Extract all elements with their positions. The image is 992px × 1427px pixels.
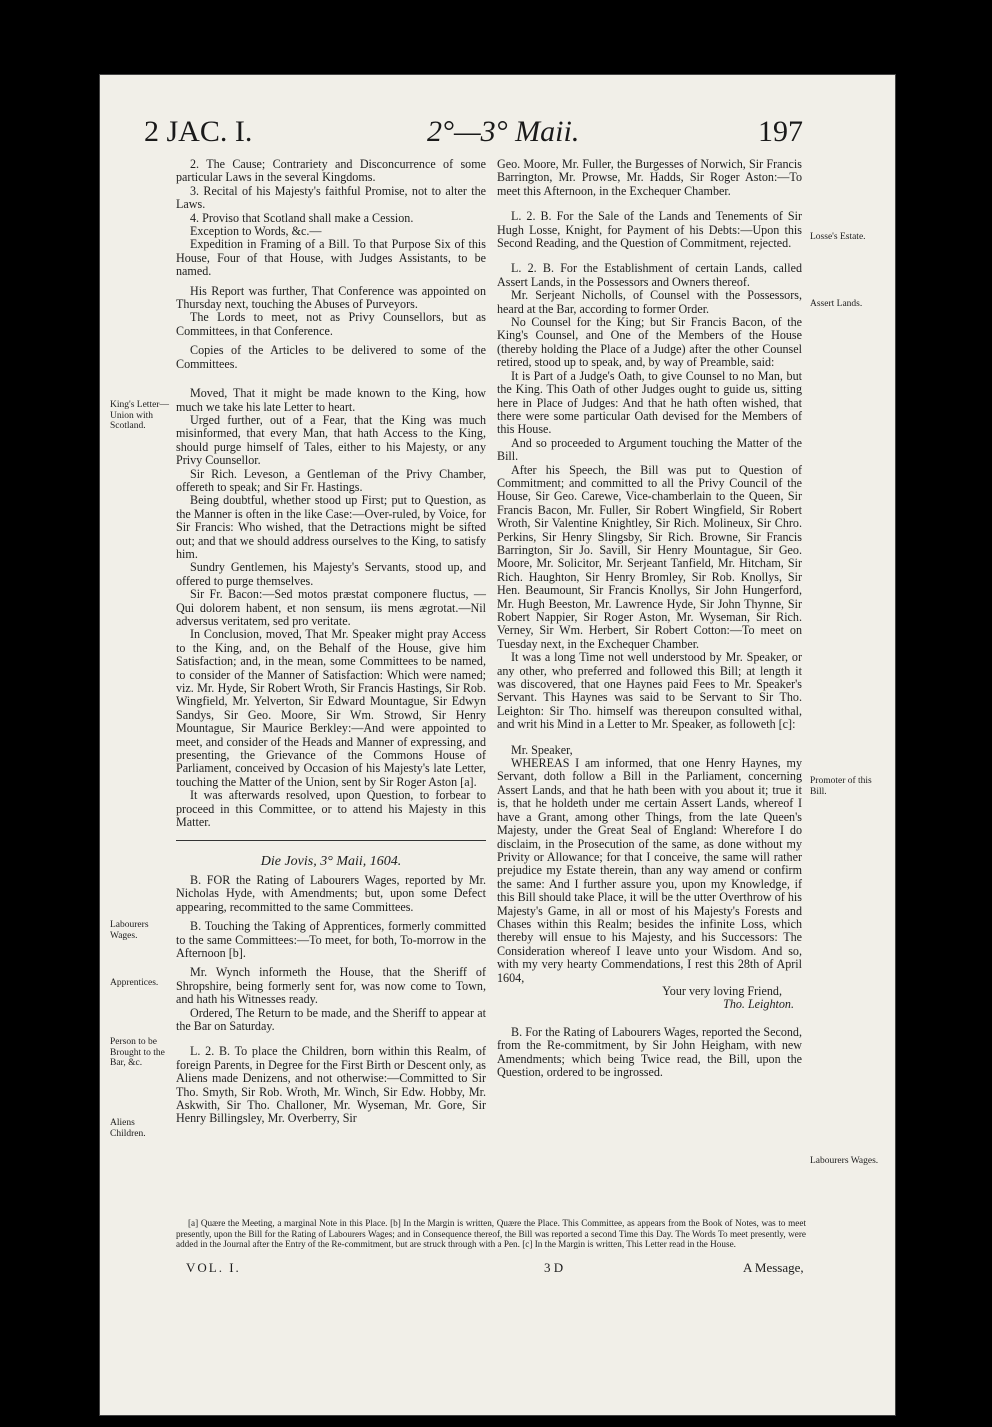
section-divider — [176, 840, 486, 841]
margin-note-aliens-children: Aliens Children. — [110, 1118, 146, 1139]
margin-note-labourers-wages-2: Labourers Wages. — [810, 1156, 879, 1166]
header-regnal-year: 2 JAC. I. — [144, 115, 253, 148]
catchword: A Message, — [743, 1260, 804, 1275]
footnote: [a] Quære the Meeting, a marginal Note in this Place. [b] In the Margin is written, Quære the Place. This Committee, as appears from the Book of Notes, was to meet presently, upon the Bill for the Rating of Labourers Wages; and in Consequence thereof, the Bill was reported a second Time this Day. The Words To meet presently, were added in the Journal after the Entry of the Re-commitment, but are struck through with a Pen. [c] In the Margin is written, This Letter read in the House. — [176, 1218, 806, 1249]
margin-note-assert-lands: Assert Lands. — [810, 299, 863, 309]
paragraph: Sir Rich. Leveson, a Gentleman of the Privy Chamber, offereth to speak; and Sir Fr. Hastings. — [176, 466, 486, 494]
day-heading: Die Jovis, 3° Maii, 1604. — [260, 853, 402, 869]
page-number: 197 — [758, 115, 803, 148]
paragraph: B. FOR the Rating of Labourers Wages, reported by Mr. Nicholas Hyde, with Amendments; but, upon some Defect appearing, recommitted to the same Committees. — [176, 872, 486, 914]
paragraph: Copies of the Articles to be delivered to some of the Committees. — [176, 343, 486, 371]
letter-closing: Your very loving Friend, — [662, 983, 782, 998]
left-column — [176, 158, 486, 1126]
paragraph: L. 2. B. To place the Children, born within this Realm, of foreign Parents, in Degree for the First Birth or Descent only, as Aliens made Denizens, and not otherwise:—Committed to Sir Tho. Smyth, Sir Rob. Wroth, Mr. Winch, Sir Edw. Hobby, Mr. Askwith, Sir Tho. Challoner, Mr. Wyseman, Mr. Gore, Sir Henry Billingsley, Mr. Overberry, Sir — [176, 1044, 486, 1126]
paragraph: 4. Proviso that Scotland shall make a Cession. — [190, 210, 414, 225]
signature-mark: 3 D — [544, 1260, 564, 1275]
paragraph: Ordered, The Return to be made, and the Sheriff to appear at the Bar on Saturday. — [176, 1005, 486, 1033]
paragraph: It was a long Time not well understood by Mr. Speaker, or any other, who preferred and followed this Bill; at length it was discovered, that one Haynes paid Fees to Mr. Speaker's Servant. This Haynes was said to be Servant to Sir Tho. Leighton: Sir Tho. himself was thereupon consulted withal, and writ his Mind in a Letter to Mr. Speaker, as followeth [c]: — [497, 650, 802, 732]
paragraph: 2. The Cause; Contrariety and Disconcurrence of some particular Laws in the several Kingdoms. — [176, 157, 486, 185]
margin-note-apprentices: Apprentices. — [110, 978, 159, 988]
volume-mark: VOL. I. — [186, 1260, 241, 1275]
paragraph: B. For the Rating of Labourers Wages, reported the Second, from the Re-commitment, by Sir John Heigham, with new Amendments; which being Twice read, the Bill, upon the Question, ordered to be ingrossed. — [497, 1024, 802, 1079]
letter-body: WHEREAS I am informed, that one Henry Haynes, my Servant, doth follow a Bill in the Parliament, concerning Assert Lands, and that he hath been with you about it; true it is, that he holdeth under me certain Assert Lands, whereof I have a Grant, among other Things, from the late Queen's Majesty, under the Great Seal of England: Wherefore I do disclaim, in the Prosecution of the same, as done without my Privity or Allowance; for that I conceive, the same will rather prejudice my Estate therein, than any way amend or confirm the same: And I further assure you, upon my Knowledge, if this Bill should take Place, it will be the utter Overthrow of his Majesty's Game, in all or most of his Majesty's Forests and Chases within this Realm; besides the infinite Loss, which thereby will ensue to his Majesty, and his Successors: The Consideration whereof I leave unto your Wisdom. And so, with my very hearty Commendations, I rest this 28th of April 1604, — [497, 756, 802, 985]
paragraph: L. 2. B. For the Establishment of certain Lands, called Assert Lands, in the Possessors and Owners thereof. — [497, 261, 802, 289]
footnotes — [176, 1218, 806, 1250]
paragraph: And so proceeded to Argument touching the Matter of the Bill. — [497, 435, 802, 464]
paragraph: B. Touching the Taking of Apprentices, formerly committed to the same Committees:—To meet, for both, To-morrow in the Afternoon [b]. — [176, 919, 486, 960]
paragraph: Geo. Moore, Mr. Fuller, the Burgesses of Norwich, Sir Francis Barrington, Mr. Prowse, Mr. Hadds, Sir Roger Aston:—To meet this Afternoon, in the Exchequer Chamber. — [497, 157, 802, 198]
paragraph: In Conclusion, moved, That Mr. Speaker might pray Access to the King, and, on the Behalf of the House, give him Satisfaction; and, in the mean, some Committees to be named, to consider of the Manner of Satisfaction: Which were named; viz. Mr. Hyde, Sir Robert Wroth, Sir Francis Hastings, Sir Rob. Wingfield, Mr. Yelverton, Sir Edward Mountague, Sir Edwyn Sandys, Sir Geo. Moore, Sir Wm. Strowd, Sir Henry Mountague, Sir Maurice Berkley:—And were appointed to meet, and consider of the Heads and Manner of expressing, and presenting, the Grievance of the Commons House of Parliament, conceived by Occasion of his Majesty's late Letter, touching the Matter of the Union, sent by Sir Roger Aston [a]. — [176, 627, 486, 789]
paragraph: Sir Fr. Bacon:—Sed motos præstat componere fluctus, —Qui dolorem habent, et non sensum, iis mens ægrotat.—Nil adversus veritatem, sed pro veritate. — [176, 587, 486, 628]
paragraph: L. 2. B. For the Sale of the Lands and Tenements of Sir Hugh Losse, Knight, for Payment of his Debts:—Upon this Second Reading, and the Question of Commitment, rejected. — [497, 209, 802, 251]
header-date: 2°—3° Maii. — [427, 115, 580, 148]
paragraph: After his Speech, the Bill was put to Question of Commitment; and committed to all the Privy Council of the House, Sir Geo. Carewe, Vice-chamberlain to the Queen, Sir Francis Bacon, Mr. Fuller, Sir Robert Wingfield, Sir Robert Wroth, Sir Valentine Knightley, Sir Rich. Molineux, Sir Chro. Perkins, Sir Henry Slingsby, Sir Rich. Browne, Sir Francis Barrington, Sir Jo. Savill, Sir Henry Mountague, Sir Geo. Moore, Mr. Solicitor, Mr. Serjeant Tanfield, Mr. Hitcham, Sir Rich. Haughton, Sir Henry Bromley, Sir Rob. Knollys, Sir Hen. Beaumount, Sir Francis Knollys, Sir John Hungerford, Mr. Hugh Beeston, Mr. Lawrence Hyde, Sir John Thynne, Sir Robert Nappier, Sir Roger Aston, Mr. Wyseman, Sir Rich. Verney, Sir Wm. Herbert, Sir Robert Cotton:—To meet on Tuesday next, in the Exchequer Chamber. — [497, 462, 802, 651]
paragraph: Mr. Wynch informeth the House, that the Sheriff of Shropshire, being formerly sent for, was now come to Town, and hath his Witnesses ready. — [176, 965, 486, 1007]
paragraph: Urged further, out of a Fear, that the King was much misinformed, that every Man, that hath Access to the King, should purge himself of Tales, either to his Majesty, or any Privy Counsellor. — [176, 412, 486, 468]
paragraph: Being doubtful, whether stood up First; put to Question, as the Manner is often in the like Case:—Over-ruled, by Voice, for Sir Francis: Who wished, that the Detractions might be sifted out; and that we should address ourselves to the King, to satisfy him. — [176, 493, 486, 561]
paragraph: Exception to Words, &c.— — [190, 224, 322, 239]
paragraph: 3. Recital of his Majesty's faithful Promise, not to alter the Laws. — [176, 183, 486, 212]
paragraph: Sundry Gentlemen, his Majesty's Servants, stood up, and offered to purge themselves. — [176, 560, 486, 588]
journal-page — [100, 75, 895, 1415]
paragraph: It was afterwards resolved, upon Question, to forbear to proceed in this Committee, or to attend his Majesty in this Matter. — [176, 788, 486, 830]
margin-note-labourers-wages: Labourers Wages. — [110, 920, 149, 941]
paragraph: Expedition in Framing of a Bill. To that Purpose Six of this House, Four of that House, with Judges Assistants, to be named. — [176, 237, 486, 279]
letter-signature: Tho. Leighton. — [723, 997, 794, 1012]
margin-note-person-to-bar: Person to be Brought to the Bar, &c. — [110, 1037, 165, 1068]
paragraph: It is Part of a Judge's Oath, to give Counsel to no Man, but the King. This Oath of other Judges ought to guide us, sitting here in Place of Judges: And that he hath often wished, that there were some particular Oath devised for the Members of this House. — [497, 368, 802, 437]
paragraph: Mr. Serjeant Nicholls, of Counsel with the Possessors, heard at the Bar, according to former Order. — [497, 288, 802, 316]
right-column — [497, 158, 802, 1079]
margin-note-kings-letter: King's Letter—Union with Scotland. — [110, 400, 169, 431]
margin-note-promoter: Promoter of this Bill. — [810, 776, 872, 797]
paragraph: His Report was further, That Conference was appointed on Thursday next, touching the Abuses of Purveyors. — [176, 283, 486, 312]
paragraph: Moved, That it might be made known to the King, how much we take his late Letter to heart. — [176, 386, 486, 414]
paragraph: The Lords to meet, not as Privy Counsellors, but as Committees, in that Conference. — [176, 310, 486, 338]
margin-note-losse-estate: Losse's Estate. — [810, 232, 866, 242]
letter-salutation: Mr. Speaker, — [511, 742, 573, 757]
paragraph: No Counsel for the King; but Sir Francis Bacon, of the King's Counsel, and One of the Members of the House (thereby holding the Place of a Judge) after the other Counsel retired, stood up to speak, and, by way of Preamble, said: — [497, 315, 802, 370]
